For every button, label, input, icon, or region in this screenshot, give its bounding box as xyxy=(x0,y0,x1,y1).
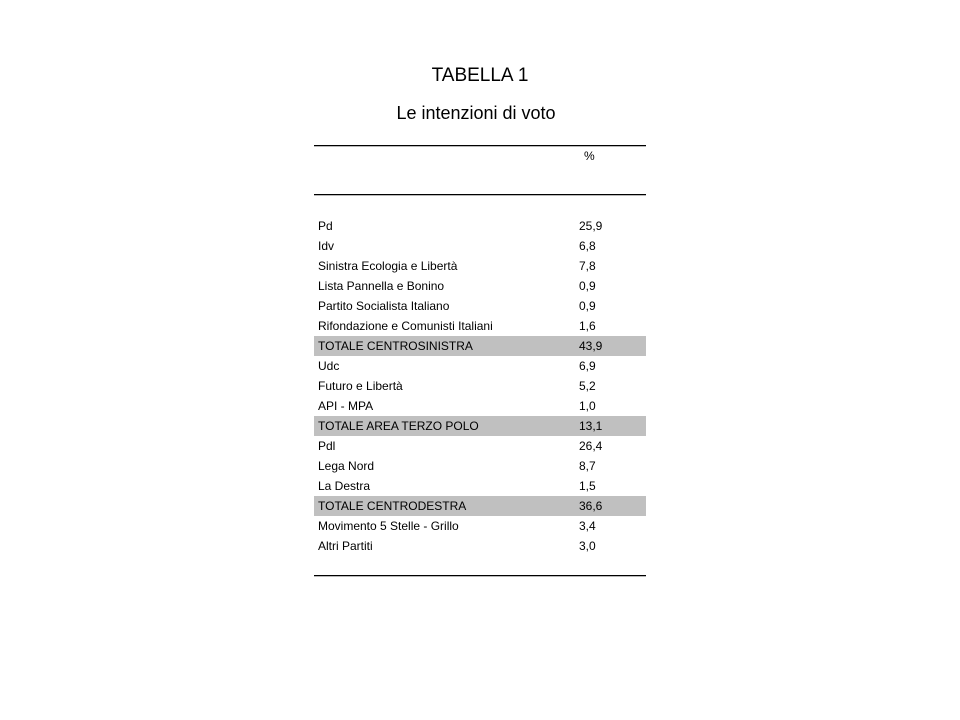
table-row xyxy=(314,236,646,256)
table-row xyxy=(314,436,646,456)
party-label: API - MPA xyxy=(318,399,374,413)
party-label: Lega Nord xyxy=(318,459,375,473)
percent-value: 43,9 xyxy=(579,339,603,353)
party-label: Partito Socialista Italiano xyxy=(318,299,450,313)
percent-value: 1,6 xyxy=(579,319,596,333)
total-row xyxy=(314,496,646,516)
table-row xyxy=(314,356,646,376)
bottom-rule xyxy=(314,575,646,577)
percent-value: 3,4 xyxy=(579,519,596,533)
party-label: Udc xyxy=(318,359,340,373)
table-row xyxy=(314,216,646,236)
table-spacer xyxy=(314,556,646,575)
percent-value: 3,0 xyxy=(579,539,596,553)
party-label: Altri Partiti xyxy=(318,539,373,553)
percent-value: 7,8 xyxy=(579,259,596,273)
party-label: Idv xyxy=(318,239,335,253)
table-row xyxy=(314,476,646,496)
total-row xyxy=(314,336,646,356)
percent-value: 25,9 xyxy=(579,219,603,233)
percent-value: 36,6 xyxy=(579,499,603,513)
percent-column-header: % xyxy=(584,149,595,163)
party-label: Movimento 5 Stelle - Grillo xyxy=(318,519,459,533)
table-row xyxy=(314,376,646,396)
percent-value: 5,2 xyxy=(579,379,596,393)
party-label: TOTALE CENTRODESTRA xyxy=(318,499,467,513)
party-label: Pdl xyxy=(318,439,336,453)
percent-value: 13,1 xyxy=(579,419,603,433)
party-label: Sinistra Ecologia e Libertà xyxy=(318,259,458,273)
party-label: La Destra xyxy=(318,479,371,493)
table-row xyxy=(314,396,646,416)
percent-value: 0,9 xyxy=(579,279,596,293)
percent-value: 6,9 xyxy=(579,359,596,373)
party-label: TOTALE AREA TERZO POLO xyxy=(318,419,479,433)
vote-intentions-table xyxy=(314,145,646,577)
party-label: TOTALE CENTROSINISTRA xyxy=(318,339,473,353)
table-row xyxy=(314,536,646,556)
table-subtitle: Le intenzioni di voto xyxy=(396,103,556,123)
table-spacer xyxy=(314,196,646,216)
party-label: Futuro e Libertà xyxy=(318,379,403,393)
percent-value: 0,9 xyxy=(579,299,596,313)
percent-value: 8,7 xyxy=(579,459,596,473)
table-title: TABELLA 1 xyxy=(431,65,529,86)
percent-value: 6,8 xyxy=(579,239,596,253)
percent-value: 1,0 xyxy=(579,399,596,413)
party-label: Pd xyxy=(318,219,333,233)
table-row xyxy=(314,456,646,476)
table-row xyxy=(314,276,646,296)
party-label: Rifondazione e Comunisti Italiani xyxy=(318,319,493,333)
table-body xyxy=(314,216,646,556)
table-row xyxy=(314,256,646,276)
table-row xyxy=(314,296,646,316)
percent-value: 1,5 xyxy=(579,479,596,493)
table-header xyxy=(314,147,646,194)
party-label: Lista Pannella e Bonino xyxy=(318,279,445,293)
table-row xyxy=(314,316,646,336)
percent-value: 26,4 xyxy=(579,439,603,453)
total-row xyxy=(314,416,646,436)
table-row xyxy=(314,516,646,536)
